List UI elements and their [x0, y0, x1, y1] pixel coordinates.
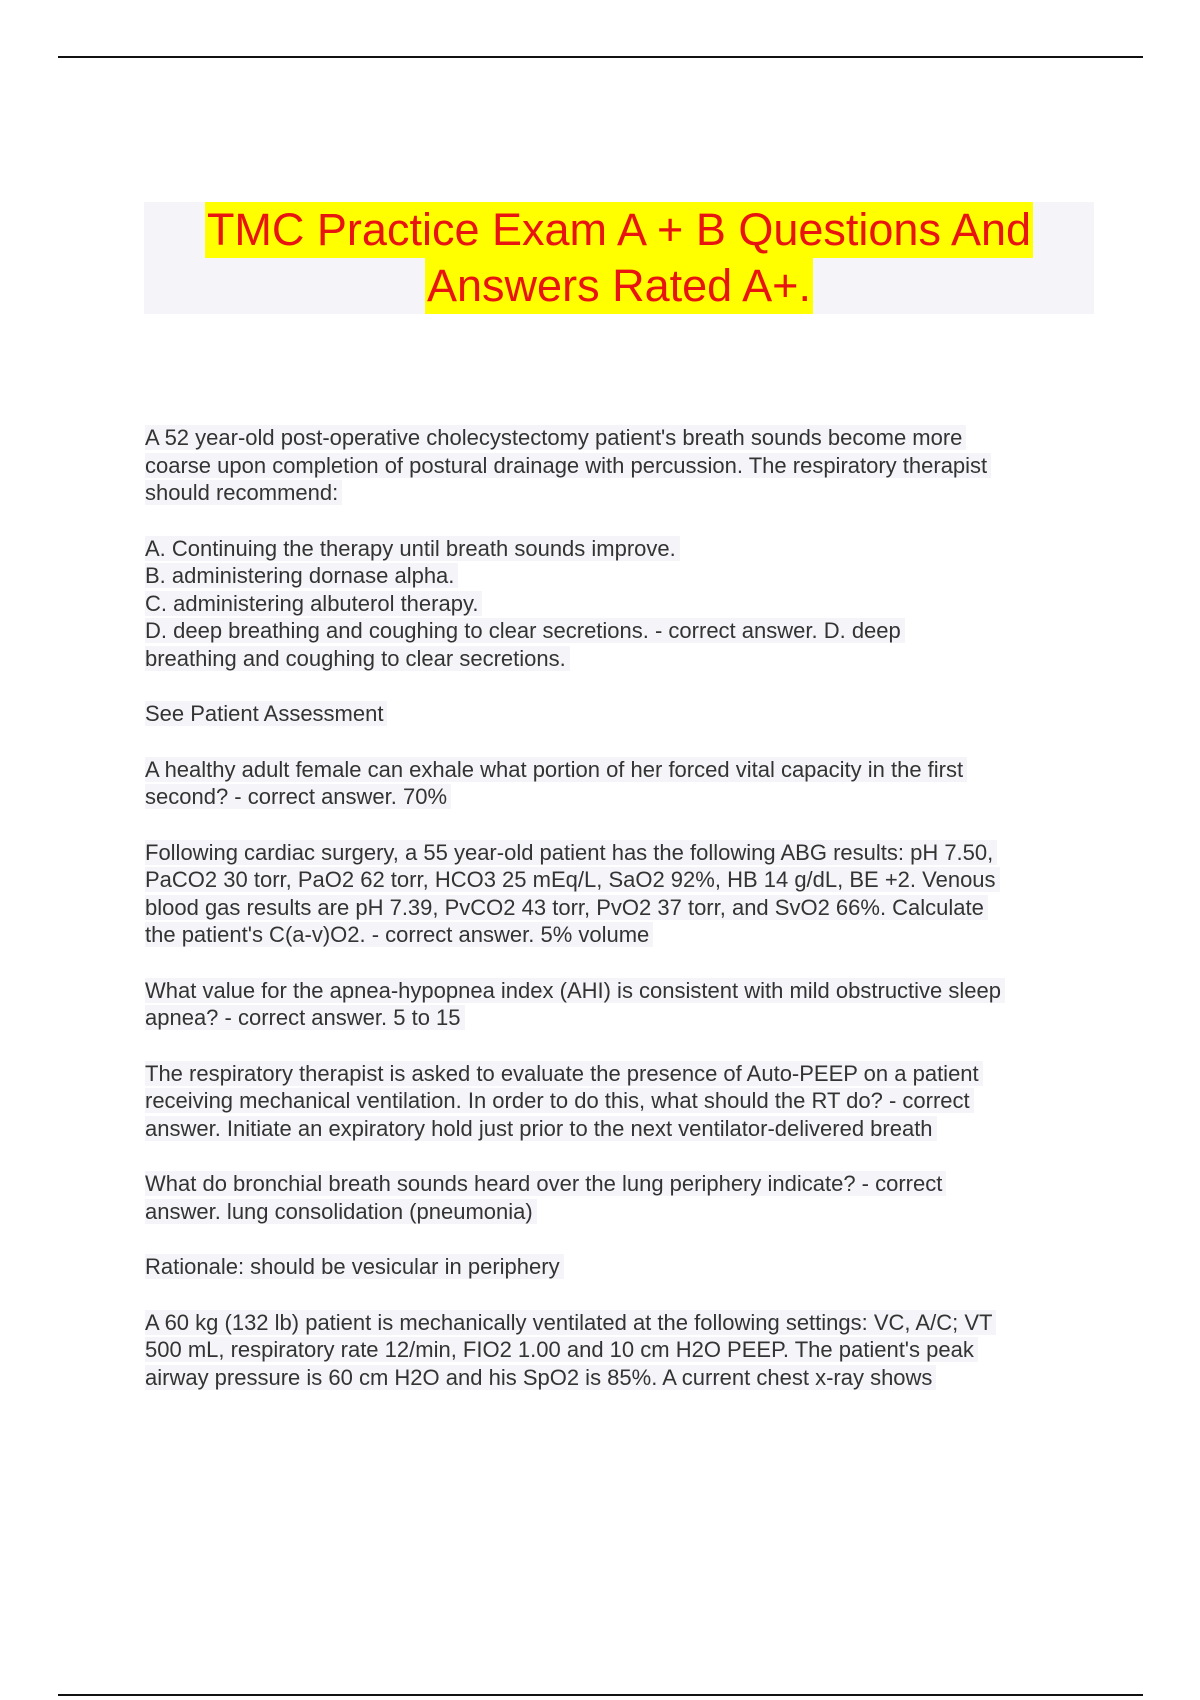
line-text: should recommend:: [145, 480, 342, 505]
line-text: The respiratory therapist is asked to evaluate the presence of Auto-PEEP on a patient: [145, 1061, 983, 1086]
text-line: [145, 1198, 1095, 1226]
line-text: C. administering albuterol therapy.: [145, 591, 482, 616]
line-text: Following cardiac surgery, a 55 year-old patient has the following ABG results: pH 7.50,: [145, 840, 997, 865]
text-line: [145, 1060, 1095, 1088]
text-line: [145, 1336, 1095, 1364]
line-text: breathing and coughing to clear secretions.: [145, 646, 570, 671]
text-line: [145, 535, 1095, 563]
line-text: receiving mechanical ventilation. In order to do this, what should the RT do? - correct: [145, 1088, 974, 1113]
line-text: coarse upon completion of postural drainage with percussion. The respiratory therapist: [145, 453, 991, 478]
text-line: [145, 700, 1095, 728]
text-line: [145, 977, 1095, 1005]
line-text: airway pressure is 60 cm H2O and his SpO2 is 85%. A current chest x-ray shows: [145, 1365, 936, 1390]
text-paragraph: [145, 1253, 1095, 1281]
text-line: [145, 1004, 1095, 1032]
line-text: D. deep breathing and coughing to clear secretions. - correct answer. D. deep: [145, 618, 905, 643]
line-text: answer. lung consolidation (pneumonia): [145, 1199, 537, 1224]
line-text: B. administering dornase alpha.: [145, 563, 458, 588]
document-title: [144, 202, 1094, 314]
text-line: [145, 756, 1095, 784]
line-text: Rationale: should be vesicular in periphery: [145, 1254, 564, 1279]
text-line: [145, 894, 1095, 922]
text-line: [145, 1364, 1095, 1392]
line-text: See Patient Assessment: [145, 701, 387, 726]
text-line: [145, 424, 1095, 452]
line-text: second? - correct answer. 70%: [145, 784, 451, 809]
line-text: 500 mL, respiratory rate 12/min, FIO2 1.00 and 10 cm H2O PEEP. The patient's peak: [145, 1337, 978, 1362]
line-text: A 52 year-old post-operative cholecystectomy patient's breath sounds become more: [145, 425, 966, 450]
text-paragraph: [145, 977, 1095, 1032]
line-text: apnea? - correct answer. 5 to 15: [145, 1005, 465, 1030]
header-rule: [58, 56, 1143, 58]
text-line: [145, 562, 1095, 590]
line-text: the patient's C(a-v)O2. - correct answer. 5% volume: [145, 922, 653, 947]
text-paragraph: [145, 535, 1095, 673]
line-text: A 60 kg (132 lb) patient is mechanically ventilated at the following settings: VC, A/C; VT: [145, 1310, 996, 1335]
line-text: answer. Initiate an expiratory hold just prior to the next ventilator-delivered breath: [145, 1116, 937, 1141]
text-line: [145, 783, 1095, 811]
text-line: [145, 452, 1095, 480]
footer-rule: [58, 1694, 1143, 1696]
title-line: TMC Practice Exam A + B Questions And: [205, 202, 1033, 258]
text-line: [145, 590, 1095, 618]
text-line: [145, 921, 1095, 949]
text-paragraph: [145, 424, 1095, 507]
text-line: [145, 1309, 1095, 1337]
text-line: [145, 1253, 1095, 1281]
line-text: A healthy adult female can exhale what portion of her forced vital capacity in the first: [145, 757, 967, 782]
text-line: [145, 479, 1095, 507]
text-line: [145, 1115, 1095, 1143]
text-line: [145, 1170, 1095, 1198]
text-line: [145, 1087, 1095, 1115]
text-paragraph: [145, 756, 1095, 811]
text-line: [145, 645, 1095, 673]
text-line: [145, 839, 1095, 867]
document-body: [145, 424, 1095, 1419]
text-paragraph: [145, 700, 1095, 728]
text-paragraph: [145, 1170, 1095, 1225]
line-text: What do bronchial breath sounds heard over the lung periphery indicate? - correct: [145, 1171, 946, 1196]
line-text: PaCO2 30 torr, PaO2 62 torr, HCO3 25 mEq/L, SaO2 92%, HB 14 g/dL, BE +2. Venous: [145, 867, 1000, 892]
text-line: [145, 617, 1095, 645]
text-paragraph: [145, 1309, 1095, 1392]
line-text: What value for the apnea-hypopnea index (AHI) is consistent with mild obstructive sleep: [145, 978, 1005, 1003]
text-paragraph: [145, 1060, 1095, 1143]
line-text: A. Continuing the therapy until breath sounds improve.: [145, 536, 680, 561]
text-line: [145, 866, 1095, 894]
title-line: Answers Rated A+.: [425, 258, 813, 314]
text-paragraph: [145, 839, 1095, 949]
line-text: blood gas results are pH 7.39, PvCO2 43 torr, PvO2 37 torr, and SvO2 66%. Calculate: [145, 895, 988, 920]
